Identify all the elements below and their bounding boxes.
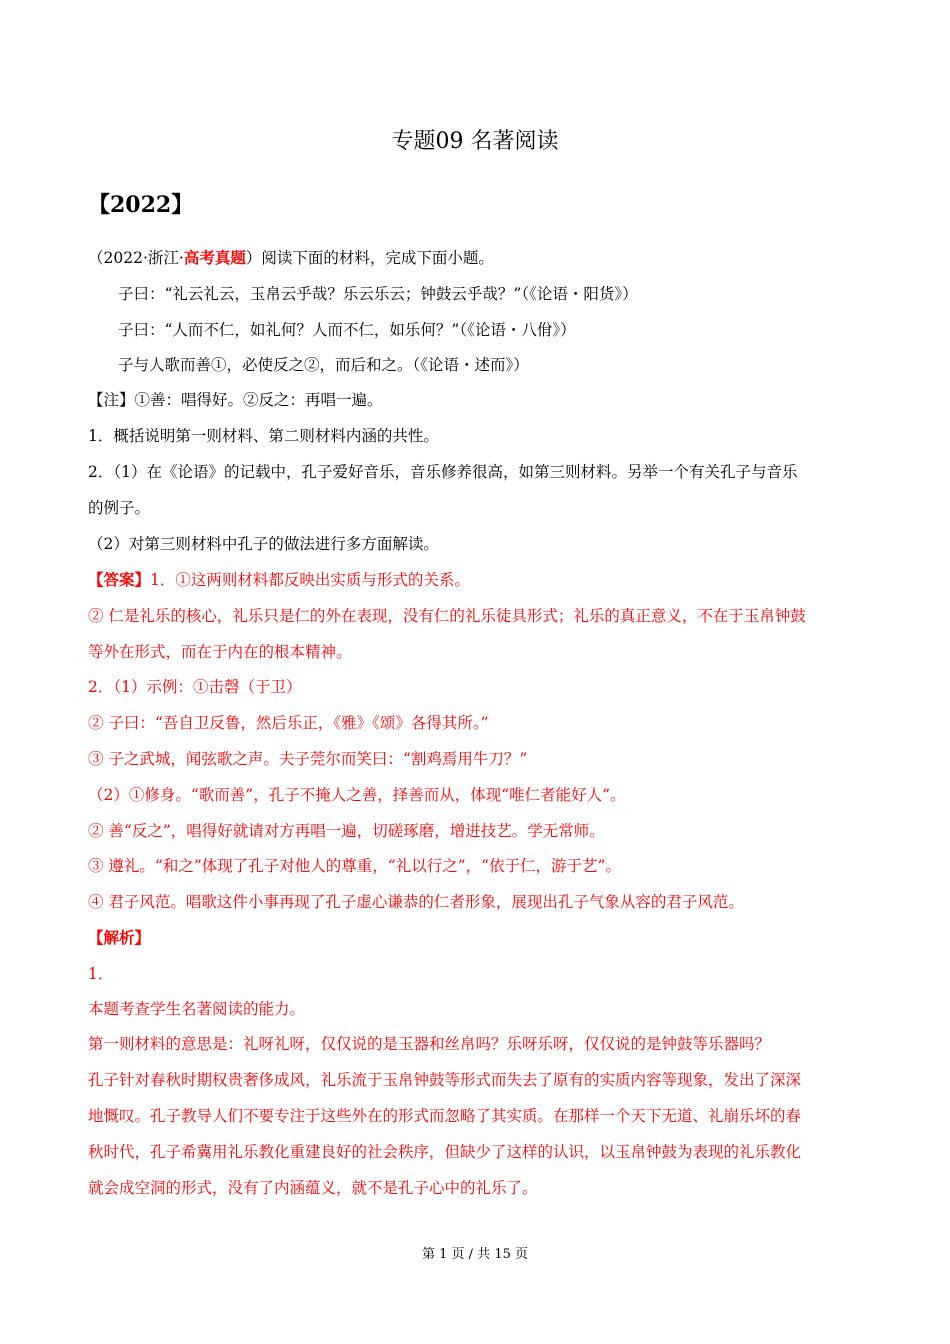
source-suffix: ）阅读下面的材料，完成下面小题。 <box>245 249 494 267</box>
answer-line: ④ 君子风范。唱歌这件小事再现了孔子虚心谦恭的仁者形象，展现出孔子气象从容的君子风范。 <box>88 893 744 911</box>
analysis-line: 1． <box>88 965 114 983</box>
year-heading: 【2022】 <box>88 192 194 218</box>
page-title: 专题09 名著阅读 <box>391 129 559 154</box>
material-line: 子曰：“人而不仁，如礼何？人而不仁，如乐何？”（《论语・八佾》） <box>118 321 576 339</box>
question-line: 2．（1）在《论语》的记载中，孔子爱好音乐，音乐修养很高，如第三则材料。另举一个有关孔子与音乐 <box>88 463 798 481</box>
analysis-line: 本题考查学生名著阅读的能力。 <box>88 1000 306 1018</box>
answer-line: ③ 遵礼。“和之”体现了孔子对他人的尊重，“礼以行之”，“依于仁，游于艺”。 <box>88 857 621 875</box>
answer-line: 等外在形式，而在于内在的根本精神。 <box>88 643 352 661</box>
note-line: 【注】①善：唱得好。②反之：再唱一遍。 <box>88 391 383 409</box>
answer-line: ② 善“反之”，唱得好就请对方再唱一遍，切磋琢磨，增进技艺。学无常师。 <box>88 822 605 840</box>
analysis-line: 地慨叹。孔子教导人们不要专注于这些外在的形式而忽略了其实质。在那样一个天下无道、礼崩乐坏的春 <box>88 1107 802 1125</box>
answer-line: 2．（1）示例：①击磬（于卫） <box>88 678 302 696</box>
material-line: 子曰：“礼云礼云，玉帛云乎哉？乐云乐云；钟鼓云乎哉？”（《论语・阳货》） <box>118 285 638 303</box>
answer-line: （2）①修身。“歌而善”，孔子不掩人之善，择善而从，体现“唯仁者能好人”。 <box>88 786 626 804</box>
answer-line: ② 子曰：“吾自卫反鲁，然后乐正，《雅》《颂》各得其所。” <box>88 714 489 732</box>
question-line: 的例子。 <box>88 499 151 517</box>
answer-first: 1．①这两则材料都反映出实质与形式的关系。 <box>150 571 470 589</box>
answer-line: ③ 子之武城，闻弦歌之声。夫子莞尔而笑曰：“割鸡焉用牛刀？” <box>88 750 528 768</box>
source-tag: 高考真题 <box>183 248 246 267</box>
material-line: 子与人歌而善①，必使反之②，而后和之。（《论语・述而》） <box>118 356 529 374</box>
answer-first-line <box>88 570 863 590</box>
analysis-line: 秋时代，孔子希冀用礼乐教化重建良好的社会秩序，但缺少了这样的认识，以玉帛钟鼓为表现的礼乐教化 <box>88 1143 802 1161</box>
analysis-line: 就会成空洞的形式，没有了内涵蕴义，就不是孔子心中的礼乐了。 <box>88 1179 538 1197</box>
analysis-label: 【解析】 <box>88 928 151 947</box>
analysis-line: 孔子针对春秋时期权贵奢侈成风，礼乐流于玉帛钟鼓等形式而失去了原有的实质内容等现象，发出了深深 <box>88 1071 802 1089</box>
question-line: 1．概括说明第一则材料、第二则材料内涵的共性。 <box>88 427 439 445</box>
answer-label: 【答案】 <box>88 570 151 589</box>
source-line <box>88 248 863 268</box>
answer-line: ② 仁是礼乐的核心，礼乐只是仁的外在表现，没有仁的礼乐徒具形式；礼乐的真正意义，不在于玉帛钟鼓 <box>88 607 806 625</box>
question-line: （2）对第三则材料中孔子的做法进行多方面解读。 <box>88 535 439 553</box>
source-prefix: （2022·浙江· <box>88 249 184 267</box>
analysis-line: 第一则材料的意思是：礼呀礼呀，仅仅说的是玉器和丝帛吗？乐呀乐呀，仅仅说的是钟鼓等乐器吗？ <box>88 1035 771 1053</box>
page-footer: 第 1 页 / 共 15 页 <box>422 1247 528 1262</box>
